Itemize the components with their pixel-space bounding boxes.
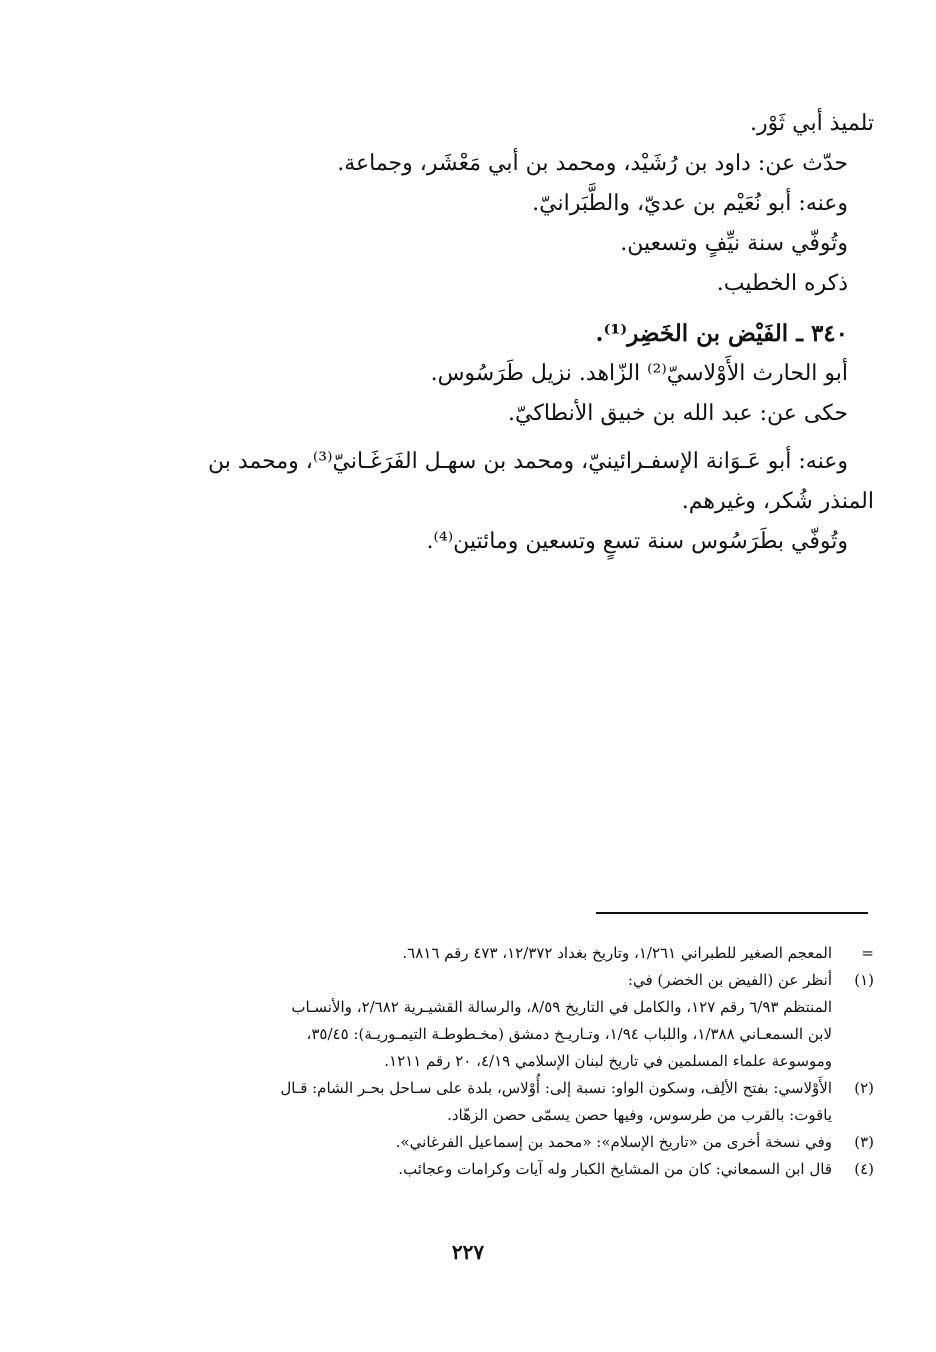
footnote-line: وموسوعة علماء المسلمين في تاريخ لبنان الإسلامي ٤/١٩، ٢٠ رقم ١٢١١. [384, 1052, 832, 1070]
footnote-line: وفي نسخة أخرى من «تاريخ الإسلام»: «محمد بن إسماعيل الفرغاني». [395, 1133, 832, 1151]
text-line: حدّث عن: داود بن رُشَيْد، ومحمد بن أبي مَعْشَر، وجماعة. [337, 151, 848, 176]
text-line: حكى عن: عبد الله بن خبيق الأنطاكيّ. [508, 401, 848, 426]
page-number: ٢٢٧ [451, 1240, 485, 1264]
footnote [144, 940, 874, 967]
footnote-marker: (١) [854, 971, 874, 989]
entry-heading: ٣٤٠ ـ الفَيْض بن الخَضِر⁽¹⁾. [595, 320, 848, 347]
footnote-marker: (٤) [854, 1160, 874, 1178]
footnote [144, 1075, 874, 1129]
footnote-line: المعجم الصغير للطبراني ١/٢٦١، وتاريخ بغداد ١٢/٣٧٢، ٤٧٣ رقم ٦٨١٦. [402, 944, 832, 962]
footnote [144, 1156, 874, 1183]
text-line: وتُوفّي سنة نيِّفٍ وتسعين. [620, 231, 848, 256]
footnote-line: ياقوت: بالقرب من طرسوس، وفيها حصن يسمّى حصن الزهّاد. [447, 1106, 832, 1124]
text-line: المنذر شُكر، وغيرهم. [681, 489, 874, 514]
footnotes-section [144, 940, 874, 1183]
footnote-line: الأَوْلاسي: بفتح الألِف، وسكون الواو: نسبة إلى: أُوْلاس، بلدة على سـاحل بحـر الشام: قـال [280, 1079, 832, 1097]
text-line: وتُوفّي بطَرَسُوس سنة تسعٍ وتسعين ومائتين⁽⁴⁾. [426, 529, 848, 554]
footnote-line: أنظر عن (الفيض بن الخضر) في: [627, 971, 832, 989]
text-line: وعنه: أبو عَـوَانة الإسفـرائينيّ، ومحمد بن سهـل الفَرَغَـانيّ⁽³⁾، ومحمد بن [208, 449, 848, 474]
footnote-line: لابن السمعـاني ١/٣٨٨، واللباب ١/٩٤، وتـاريـخ دمشق (مخـطوطـة التيمـوريـة): ٣٥/٤٥، [306, 1025, 832, 1043]
text-line: أبو الحارث الأَوْلاسيّ⁽²⁾ الزّاهد. نزيل طَرَسُوس. [430, 361, 848, 386]
footnote [144, 1129, 874, 1156]
text-line: تلميذ أبي ثَوْر. [750, 111, 874, 136]
text-line: ذكره الخطيب. [716, 271, 848, 296]
footnote-line: المنتظم ٦/٩٣ رقم ١٢٧، والكامل في التاريخ ٨/٥٩، والرسالة القشيـرية ٢/٦٨٢، والأنسـاب [291, 998, 832, 1016]
footnote-marker: (٢) [854, 1079, 874, 1097]
footnote [144, 967, 874, 1075]
main-text [154, 104, 874, 562]
text-line: وعنه: أبو نُعَيْم بن عديّ، والطَّبَرانيّ. [532, 191, 848, 216]
footnote-divider [596, 912, 868, 914]
footnote-marker: = [861, 944, 874, 962]
footnote-line: قال ابن السمعاني: كان من المشايخ الكبار وله آيات وكرامات وعجائب. [398, 1160, 832, 1178]
footnote-marker: (٣) [854, 1133, 874, 1151]
